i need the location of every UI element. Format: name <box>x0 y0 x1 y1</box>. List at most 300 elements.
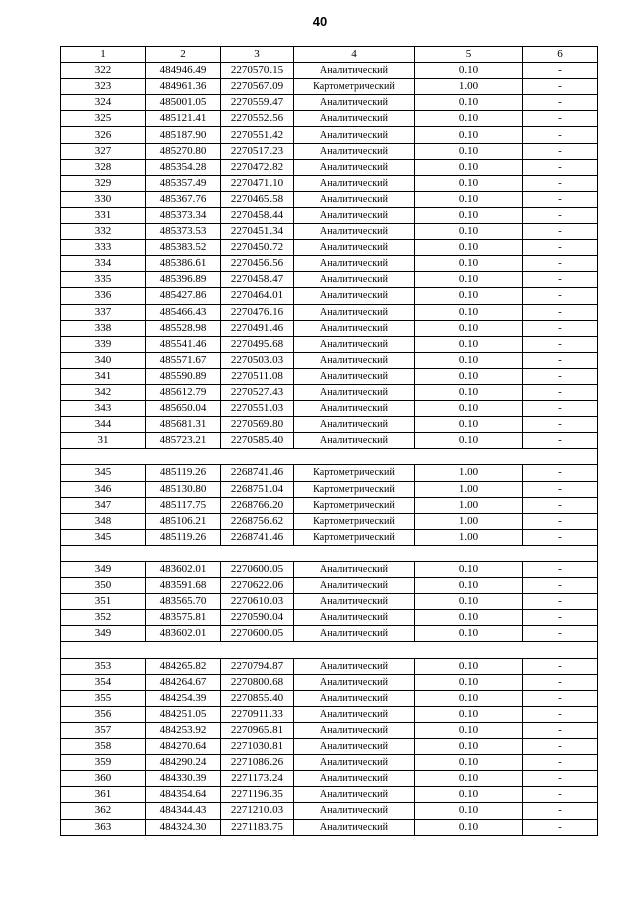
cell-note: - <box>523 433 598 449</box>
cell-method: Картометрический <box>294 465 415 481</box>
table-row <box>61 143 598 159</box>
cell-point-number: 336 <box>61 288 146 304</box>
cell-point-number: 330 <box>61 191 146 207</box>
cell-coord-x: 485466.43 <box>146 304 221 320</box>
cell-point-number: 352 <box>61 610 146 626</box>
cell-note: - <box>523 497 598 513</box>
cell-coord-x: 485106.21 <box>146 513 221 529</box>
cell-accuracy: 0.10 <box>415 159 523 175</box>
cell-method: Аналитический <box>294 320 415 336</box>
cell-method: Аналитический <box>294 111 415 127</box>
cell-accuracy: 0.10 <box>415 401 523 417</box>
cell-coord-x: 484254.39 <box>146 690 221 706</box>
cell-method: Аналитический <box>294 594 415 610</box>
cell-coord-x: 483591.68 <box>146 578 221 594</box>
cell-coord-x: 485373.34 <box>146 207 221 223</box>
header-cell: 3 <box>221 47 294 63</box>
cell-note: - <box>523 610 598 626</box>
cell-coord-y: 2270456.56 <box>221 256 294 272</box>
cell-method: Аналитический <box>294 417 415 433</box>
cell-accuracy: 0.10 <box>415 368 523 384</box>
cell-accuracy: 0.10 <box>415 722 523 738</box>
cell-coord-y: 2270458.44 <box>221 207 294 223</box>
cell-coord-y: 2268766.20 <box>221 497 294 513</box>
cell-point-number: 328 <box>61 159 146 175</box>
cell-note: - <box>523 481 598 497</box>
cell-method: Аналитический <box>294 336 415 352</box>
header-cell: 4 <box>294 47 415 63</box>
table-row <box>61 256 598 272</box>
cell-note: - <box>523 207 598 223</box>
cell-method: Аналитический <box>294 787 415 803</box>
cell-method <box>294 449 415 465</box>
cell-accuracy: 1.00 <box>415 529 523 545</box>
cell-method: Аналитический <box>294 175 415 191</box>
cell-method: Аналитический <box>294 143 415 159</box>
cell-coord-y: 2270511.08 <box>221 368 294 384</box>
cell-coord-x <box>146 545 221 561</box>
cell-coord-x: 483602.01 <box>146 562 221 578</box>
cell-accuracy: 0.10 <box>415 127 523 143</box>
table-row <box>61 95 598 111</box>
table-row <box>61 529 598 545</box>
cell-method: Аналитический <box>294 224 415 240</box>
table-row <box>61 224 598 240</box>
cell-accuracy: 0.10 <box>415 674 523 690</box>
cell-note: - <box>523 111 598 127</box>
cell-method: Аналитический <box>294 288 415 304</box>
table-row <box>61 320 598 336</box>
cell-accuracy: 0.10 <box>415 320 523 336</box>
cell-coord-x: 485650.04 <box>146 401 221 417</box>
table-row <box>61 706 598 722</box>
cell-accuracy: 0.10 <box>415 175 523 191</box>
cell-method: Аналитический <box>294 739 415 755</box>
cell-accuracy: 0.10 <box>415 224 523 240</box>
cell-coord-y: 2270585.40 <box>221 433 294 449</box>
cell-coord-x: 484354.64 <box>146 787 221 803</box>
table-row <box>61 674 598 690</box>
cell-coord-y <box>221 449 294 465</box>
cell-note: - <box>523 336 598 352</box>
cell-method: Картометрический <box>294 79 415 95</box>
cell-note: - <box>523 320 598 336</box>
cell-point-number: 349 <box>61 626 146 642</box>
cell-coord-y <box>221 545 294 561</box>
cell-coord-y: 2268751.04 <box>221 481 294 497</box>
cell-point-number: 326 <box>61 127 146 143</box>
cell-point-number: 349 <box>61 562 146 578</box>
cell-accuracy: 0.10 <box>415 336 523 352</box>
cell-point-number <box>61 449 146 465</box>
cell-point-number: 340 <box>61 352 146 368</box>
cell-method: Аналитический <box>294 658 415 674</box>
spacer-row <box>61 642 598 658</box>
cell-method: Аналитический <box>294 819 415 835</box>
cell-coord-x: 485354.28 <box>146 159 221 175</box>
cell-coord-y: 2270552.56 <box>221 111 294 127</box>
cell-method: Аналитический <box>294 755 415 771</box>
cell-method <box>294 642 415 658</box>
cell-accuracy: 0.10 <box>415 256 523 272</box>
cell-note: - <box>523 513 598 529</box>
cell-method: Аналитический <box>294 674 415 690</box>
cell-coord-x: 485383.52 <box>146 240 221 256</box>
cell-point-number: 361 <box>61 787 146 803</box>
cell-method: Аналитический <box>294 722 415 738</box>
cell-point-number: 343 <box>61 401 146 417</box>
cell-coord-y: 2270600.05 <box>221 626 294 642</box>
cell-note: - <box>523 304 598 320</box>
cell-accuracy: 0.10 <box>415 143 523 159</box>
table-row <box>61 191 598 207</box>
cell-note: - <box>523 352 598 368</box>
cell-coord-y: 2270800.68 <box>221 674 294 690</box>
table-row <box>61 739 598 755</box>
cell-coord-y: 2270570.15 <box>221 63 294 79</box>
cell-note: - <box>523 79 598 95</box>
cell-coord-x: 485528.98 <box>146 320 221 336</box>
cell-note: - <box>523 529 598 545</box>
cell-method: Аналитический <box>294 771 415 787</box>
cell-coord-y: 2271086.26 <box>221 755 294 771</box>
cell-accuracy: 1.00 <box>415 79 523 95</box>
cell-method: Аналитический <box>294 256 415 272</box>
table-row <box>61 787 598 803</box>
cell-coord-x: 485121.41 <box>146 111 221 127</box>
table-row <box>61 63 598 79</box>
cell-accuracy: 0.10 <box>415 95 523 111</box>
cell-note: - <box>523 465 598 481</box>
cell-method <box>294 545 415 561</box>
cell-accuracy: 0.10 <box>415 771 523 787</box>
cell-point-number: 323 <box>61 79 146 95</box>
cell-coord-y: 2270600.05 <box>221 562 294 578</box>
cell-coord-x: 484264.67 <box>146 674 221 690</box>
cell-point-number <box>61 642 146 658</box>
cell-coord-x: 483565.70 <box>146 594 221 610</box>
cell-point-number: 327 <box>61 143 146 159</box>
table-row <box>61 336 598 352</box>
cell-coord-x: 485386.61 <box>146 256 221 272</box>
cell-accuracy: 0.10 <box>415 207 523 223</box>
cell-coord-y: 2268741.46 <box>221 465 294 481</box>
cell-method: Картометрический <box>294 481 415 497</box>
cell-accuracy: 0.10 <box>415 562 523 578</box>
cell-note: - <box>523 771 598 787</box>
cell-coord-y: 2270451.34 <box>221 224 294 240</box>
cell-note: - <box>523 127 598 143</box>
cell-coord-y: 2270465.58 <box>221 191 294 207</box>
table-row <box>61 127 598 143</box>
cell-accuracy: 0.10 <box>415 706 523 722</box>
cell-coord-y: 2270517.23 <box>221 143 294 159</box>
cell-accuracy: 0.10 <box>415 626 523 642</box>
cell-coord-x: 484270.64 <box>146 739 221 755</box>
cell-coord-y: 2270622.06 <box>221 578 294 594</box>
cell-accuracy: 1.00 <box>415 513 523 529</box>
cell-coord-y: 2270450.72 <box>221 240 294 256</box>
cell-point-number: 344 <box>61 417 146 433</box>
cell-note: - <box>523 159 598 175</box>
cell-coord-x: 485187.90 <box>146 127 221 143</box>
cell-accuracy: 0.10 <box>415 755 523 771</box>
cell-coord-y: 2270458.47 <box>221 272 294 288</box>
cell-point-number: 331 <box>61 207 146 223</box>
cell-accuracy: 0.10 <box>415 739 523 755</box>
cell-coord-y: 2270527.43 <box>221 384 294 400</box>
cell-coord-y: 2270464.01 <box>221 288 294 304</box>
cell-point-number: 332 <box>61 224 146 240</box>
cell-point-number: 348 <box>61 513 146 529</box>
table-row <box>61 610 598 626</box>
cell-point-number: 360 <box>61 771 146 787</box>
cell-point-number: 324 <box>61 95 146 111</box>
cell-coord-x: 485396.89 <box>146 272 221 288</box>
table-row <box>61 384 598 400</box>
table-row <box>61 175 598 191</box>
cell-point-number: 356 <box>61 706 146 722</box>
table-row <box>61 272 598 288</box>
cell-note: - <box>523 578 598 594</box>
cell-point-number: 354 <box>61 674 146 690</box>
cell-coord-x: 485590.89 <box>146 368 221 384</box>
cell-note: - <box>523 256 598 272</box>
cell-coord-y: 2270911.33 <box>221 706 294 722</box>
cell-note: - <box>523 658 598 674</box>
cell-coord-y: 2271173.24 <box>221 771 294 787</box>
cell-method: Картометрический <box>294 529 415 545</box>
cell-method: Аналитический <box>294 272 415 288</box>
cell-accuracy: 0.10 <box>415 594 523 610</box>
cell-method: Аналитический <box>294 433 415 449</box>
cell-coord-x <box>146 449 221 465</box>
table-row <box>61 755 598 771</box>
table-row <box>61 481 598 497</box>
cell-note: - <box>523 95 598 111</box>
cell-method: Аналитический <box>294 368 415 384</box>
cell-method: Аналитический <box>294 401 415 417</box>
cell-coord-y: 2270471.10 <box>221 175 294 191</box>
cell-accuracy <box>415 545 523 561</box>
table-row <box>61 819 598 835</box>
cell-coord-x: 484324.30 <box>146 819 221 835</box>
table-row <box>61 690 598 706</box>
cell-point-number: 337 <box>61 304 146 320</box>
table-row <box>61 578 598 594</box>
cell-point-number: 31 <box>61 433 146 449</box>
cell-coord-x: 485270.80 <box>146 143 221 159</box>
header-row <box>61 47 598 63</box>
cell-method: Аналитический <box>294 706 415 722</box>
cell-coord-y: 2270495.68 <box>221 336 294 352</box>
cell-point-number: 346 <box>61 481 146 497</box>
cell-coord-x: 485367.76 <box>146 191 221 207</box>
cell-note: - <box>523 674 598 690</box>
cell-accuracy: 0.10 <box>415 304 523 320</box>
cell-note <box>523 545 598 561</box>
cell-accuracy: 1.00 <box>415 465 523 481</box>
cell-method: Аналитический <box>294 240 415 256</box>
cell-point-number: 347 <box>61 497 146 513</box>
table-row <box>61 465 598 481</box>
cell-accuracy: 0.10 <box>415 658 523 674</box>
cell-coord-x <box>146 642 221 658</box>
cell-note: - <box>523 562 598 578</box>
cell-coord-x: 484330.39 <box>146 771 221 787</box>
cell-point-number: 334 <box>61 256 146 272</box>
table-row <box>61 288 598 304</box>
cell-note: - <box>523 240 598 256</box>
header-cell: 6 <box>523 47 598 63</box>
table-row <box>61 771 598 787</box>
cell-point-number: 342 <box>61 384 146 400</box>
cell-accuracy: 1.00 <box>415 497 523 513</box>
cell-accuracy: 0.10 <box>415 240 523 256</box>
cell-coord-x: 485373.53 <box>146 224 221 240</box>
cell-note: - <box>523 755 598 771</box>
table-row <box>61 722 598 738</box>
cell-point-number: 333 <box>61 240 146 256</box>
cell-note: - <box>523 175 598 191</box>
table-row <box>61 352 598 368</box>
cell-note: - <box>523 819 598 835</box>
cell-point-number: 363 <box>61 819 146 835</box>
table-row <box>61 304 598 320</box>
cell-coord-x: 485612.79 <box>146 384 221 400</box>
cell-coord-x: 484253.92 <box>146 722 221 738</box>
cell-point-number: 341 <box>61 368 146 384</box>
page-number: 40 <box>312 14 328 29</box>
table-row <box>61 803 598 819</box>
table-row <box>61 79 598 95</box>
header-cell: 1 <box>61 47 146 63</box>
cell-point-number: 350 <box>61 578 146 594</box>
table-body <box>61 47 598 836</box>
cell-note: - <box>523 787 598 803</box>
cell-point-number: 358 <box>61 739 146 755</box>
cell-note: - <box>523 401 598 417</box>
cell-method: Аналитический <box>294 63 415 79</box>
table-row <box>61 240 598 256</box>
cell-coord-x: 485357.49 <box>146 175 221 191</box>
table-row <box>61 562 598 578</box>
cell-accuracy: 0.10 <box>415 352 523 368</box>
cell-coord-y: 2270503.03 <box>221 352 294 368</box>
table-row <box>61 401 598 417</box>
cell-accuracy: 0.10 <box>415 578 523 594</box>
cell-coord-y: 2270855.40 <box>221 690 294 706</box>
cell-note: - <box>523 143 598 159</box>
cell-method: Аналитический <box>294 352 415 368</box>
cell-coord-y: 2270794.87 <box>221 658 294 674</box>
cell-coord-x: 485427.86 <box>146 288 221 304</box>
header-cell: 2 <box>146 47 221 63</box>
cell-accuracy <box>415 449 523 465</box>
cell-coord-y: 2271030.81 <box>221 739 294 755</box>
cell-coord-x: 485001.05 <box>146 95 221 111</box>
cell-point-number: 357 <box>61 722 146 738</box>
cell-method: Картометрический <box>294 497 415 513</box>
cell-coord-y: 2271210.03 <box>221 803 294 819</box>
cell-method: Аналитический <box>294 207 415 223</box>
cell-note: - <box>523 626 598 642</box>
cell-coord-x: 485119.26 <box>146 529 221 545</box>
cell-point-number <box>61 545 146 561</box>
cell-method: Аналитический <box>294 803 415 819</box>
cell-accuracy: 0.10 <box>415 272 523 288</box>
cell-note: - <box>523 272 598 288</box>
cell-coord-x: 485541.46 <box>146 336 221 352</box>
cell-accuracy: 0.10 <box>415 787 523 803</box>
cell-note: - <box>523 368 598 384</box>
table-row <box>61 594 598 610</box>
cell-accuracy: 0.10 <box>415 384 523 400</box>
cell-point-number: 339 <box>61 336 146 352</box>
header-cell: 5 <box>415 47 523 63</box>
cell-coord-y: 2270559.47 <box>221 95 294 111</box>
cell-point-number: 325 <box>61 111 146 127</box>
cell-point-number: 322 <box>61 63 146 79</box>
cell-coord-x: 485117.75 <box>146 497 221 513</box>
cell-method: Аналитический <box>294 127 415 143</box>
cell-method: Аналитический <box>294 562 415 578</box>
cell-accuracy: 0.10 <box>415 690 523 706</box>
cell-accuracy: 0.10 <box>415 417 523 433</box>
spacer-row <box>61 449 598 465</box>
cell-note: - <box>523 722 598 738</box>
cell-note: - <box>523 690 598 706</box>
cell-note: - <box>523 706 598 722</box>
cell-note: - <box>523 594 598 610</box>
table-row <box>61 368 598 384</box>
cell-coord-x: 485571.67 <box>146 352 221 368</box>
cell-coord-x: 484344.43 <box>146 803 221 819</box>
table-row <box>61 159 598 175</box>
cell-coord-x: 485723.21 <box>146 433 221 449</box>
cell-coord-y: 2270476.16 <box>221 304 294 320</box>
cell-coord-y: 2270610.03 <box>221 594 294 610</box>
cell-point-number: 359 <box>61 755 146 771</box>
spacer-row <box>61 545 598 561</box>
cell-accuracy <box>415 642 523 658</box>
cell-point-number: 362 <box>61 803 146 819</box>
cell-coord-y: 2268741.46 <box>221 529 294 545</box>
cell-accuracy: 0.10 <box>415 288 523 304</box>
cell-method: Аналитический <box>294 610 415 626</box>
cell-coord-x: 483575.81 <box>146 610 221 626</box>
cell-note: - <box>523 417 598 433</box>
cell-note: - <box>523 63 598 79</box>
cell-method: Аналитический <box>294 95 415 111</box>
cell-note: - <box>523 739 598 755</box>
cell-coord-y: 2270491.46 <box>221 320 294 336</box>
cell-point-number: 353 <box>61 658 146 674</box>
cell-method: Аналитический <box>294 159 415 175</box>
cell-note: - <box>523 384 598 400</box>
cell-coord-y: 2270567.09 <box>221 79 294 95</box>
table-row <box>61 513 598 529</box>
cell-coord-x: 484946.49 <box>146 63 221 79</box>
cell-coord-y: 2270472.82 <box>221 159 294 175</box>
cell-point-number: 345 <box>61 465 146 481</box>
coordinates-table <box>60 46 598 836</box>
cell-coord-y: 2270551.03 <box>221 401 294 417</box>
cell-point-number: 329 <box>61 175 146 191</box>
cell-coord-x: 485119.26 <box>146 465 221 481</box>
cell-coord-y: 2270965.81 <box>221 722 294 738</box>
table-row <box>61 111 598 127</box>
